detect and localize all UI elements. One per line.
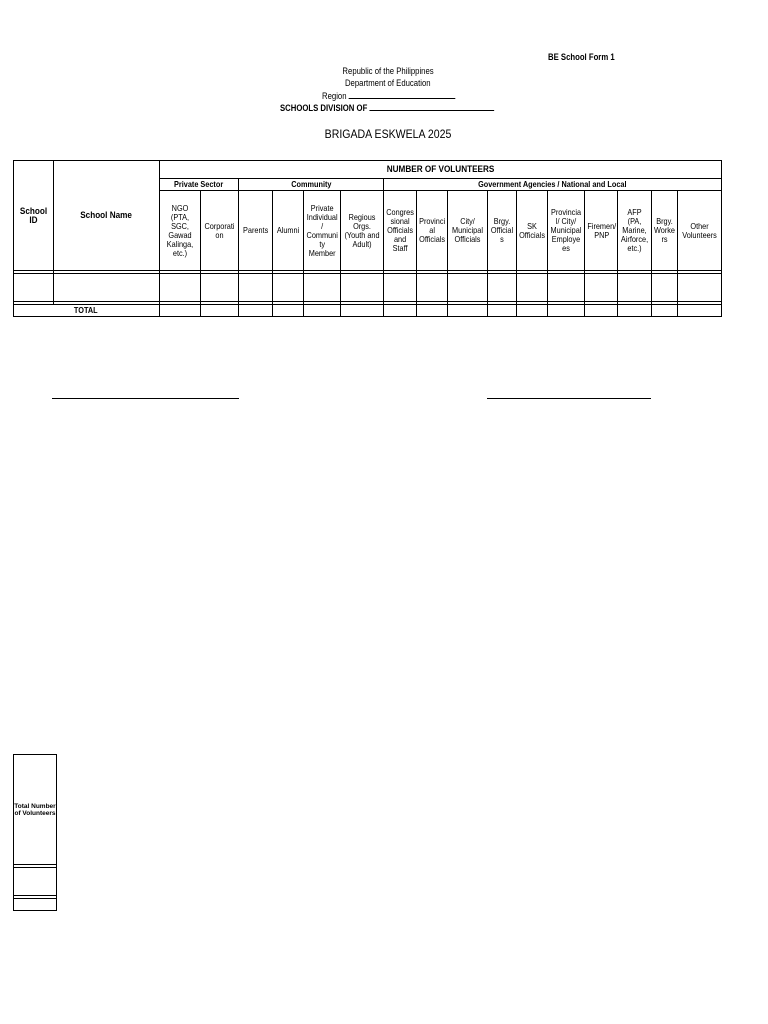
page-title: BRIGADA ESKWELA 2025 xyxy=(324,127,452,141)
volunteers-header: NUMBER OF VOLUNTEERS xyxy=(160,161,722,179)
division-label: SCHOOLS DIVISION OF xyxy=(280,103,368,113)
signature-line-right[interactable] xyxy=(487,398,651,399)
region-field[interactable] xyxy=(349,90,456,99)
table-row[interactable] xyxy=(14,274,722,302)
col-parents: Parents xyxy=(239,191,273,271)
col-firemen-pnp: Firemen/ PNP xyxy=(585,191,618,271)
col-ngo: NGO (PTA, SGC, Gawad Kalinga, etc.) xyxy=(160,191,201,271)
col-other-volunteers: Other Volunteers xyxy=(678,191,722,271)
col-sk-officials: SK Officials xyxy=(517,191,548,271)
col-corporation: Corporati on xyxy=(201,191,239,271)
form-number: BE School Form 1 xyxy=(548,52,615,62)
col-lgu-employees: Provincia l/ City/ Municipal Employe es xyxy=(548,191,585,271)
col-brgy-workers: Brgy. Worke rs xyxy=(652,191,678,271)
republic-label: Republic of the Philippines xyxy=(342,66,434,76)
signature-line-left[interactable] xyxy=(52,398,239,399)
total-label: TOTAL xyxy=(14,305,160,317)
col-brgy-officials: Brgy. Official s xyxy=(488,191,517,271)
total-row xyxy=(14,899,57,911)
government-header: Government Agencies / National and Local xyxy=(384,179,722,191)
division-field[interactable] xyxy=(369,102,494,111)
community-header: Community xyxy=(239,179,384,191)
col-private-individual: Private Individual / Communi ty Member xyxy=(304,191,341,271)
table-row[interactable] xyxy=(14,868,57,896)
school-id-header: School ID xyxy=(14,161,54,271)
volunteers-table xyxy=(13,160,722,317)
region-line xyxy=(322,90,455,101)
col-alumni: Alumni xyxy=(273,191,304,271)
total-volunteers-table xyxy=(13,754,57,911)
department-label: Department of Education xyxy=(345,78,431,88)
col-provincial: Provinci al Officials xyxy=(417,191,448,271)
region-label: Region xyxy=(322,91,347,101)
school-name-header: School Name xyxy=(54,161,160,271)
division-line xyxy=(280,102,494,113)
private-sector-header: Private Sector xyxy=(160,179,239,191)
col-religious-orgs: Regious Orgs. (Youth and Adult) xyxy=(341,191,384,271)
total-volunteers-header: Total Number of Volunteers xyxy=(14,755,57,865)
col-afp: AFP (PA, Marine, Airforce, etc.) xyxy=(618,191,652,271)
col-congressional: Congres sional Officials and Staff xyxy=(384,191,417,271)
col-city-municipal: City/ Municipal Officials xyxy=(448,191,488,271)
total-row xyxy=(14,305,722,317)
